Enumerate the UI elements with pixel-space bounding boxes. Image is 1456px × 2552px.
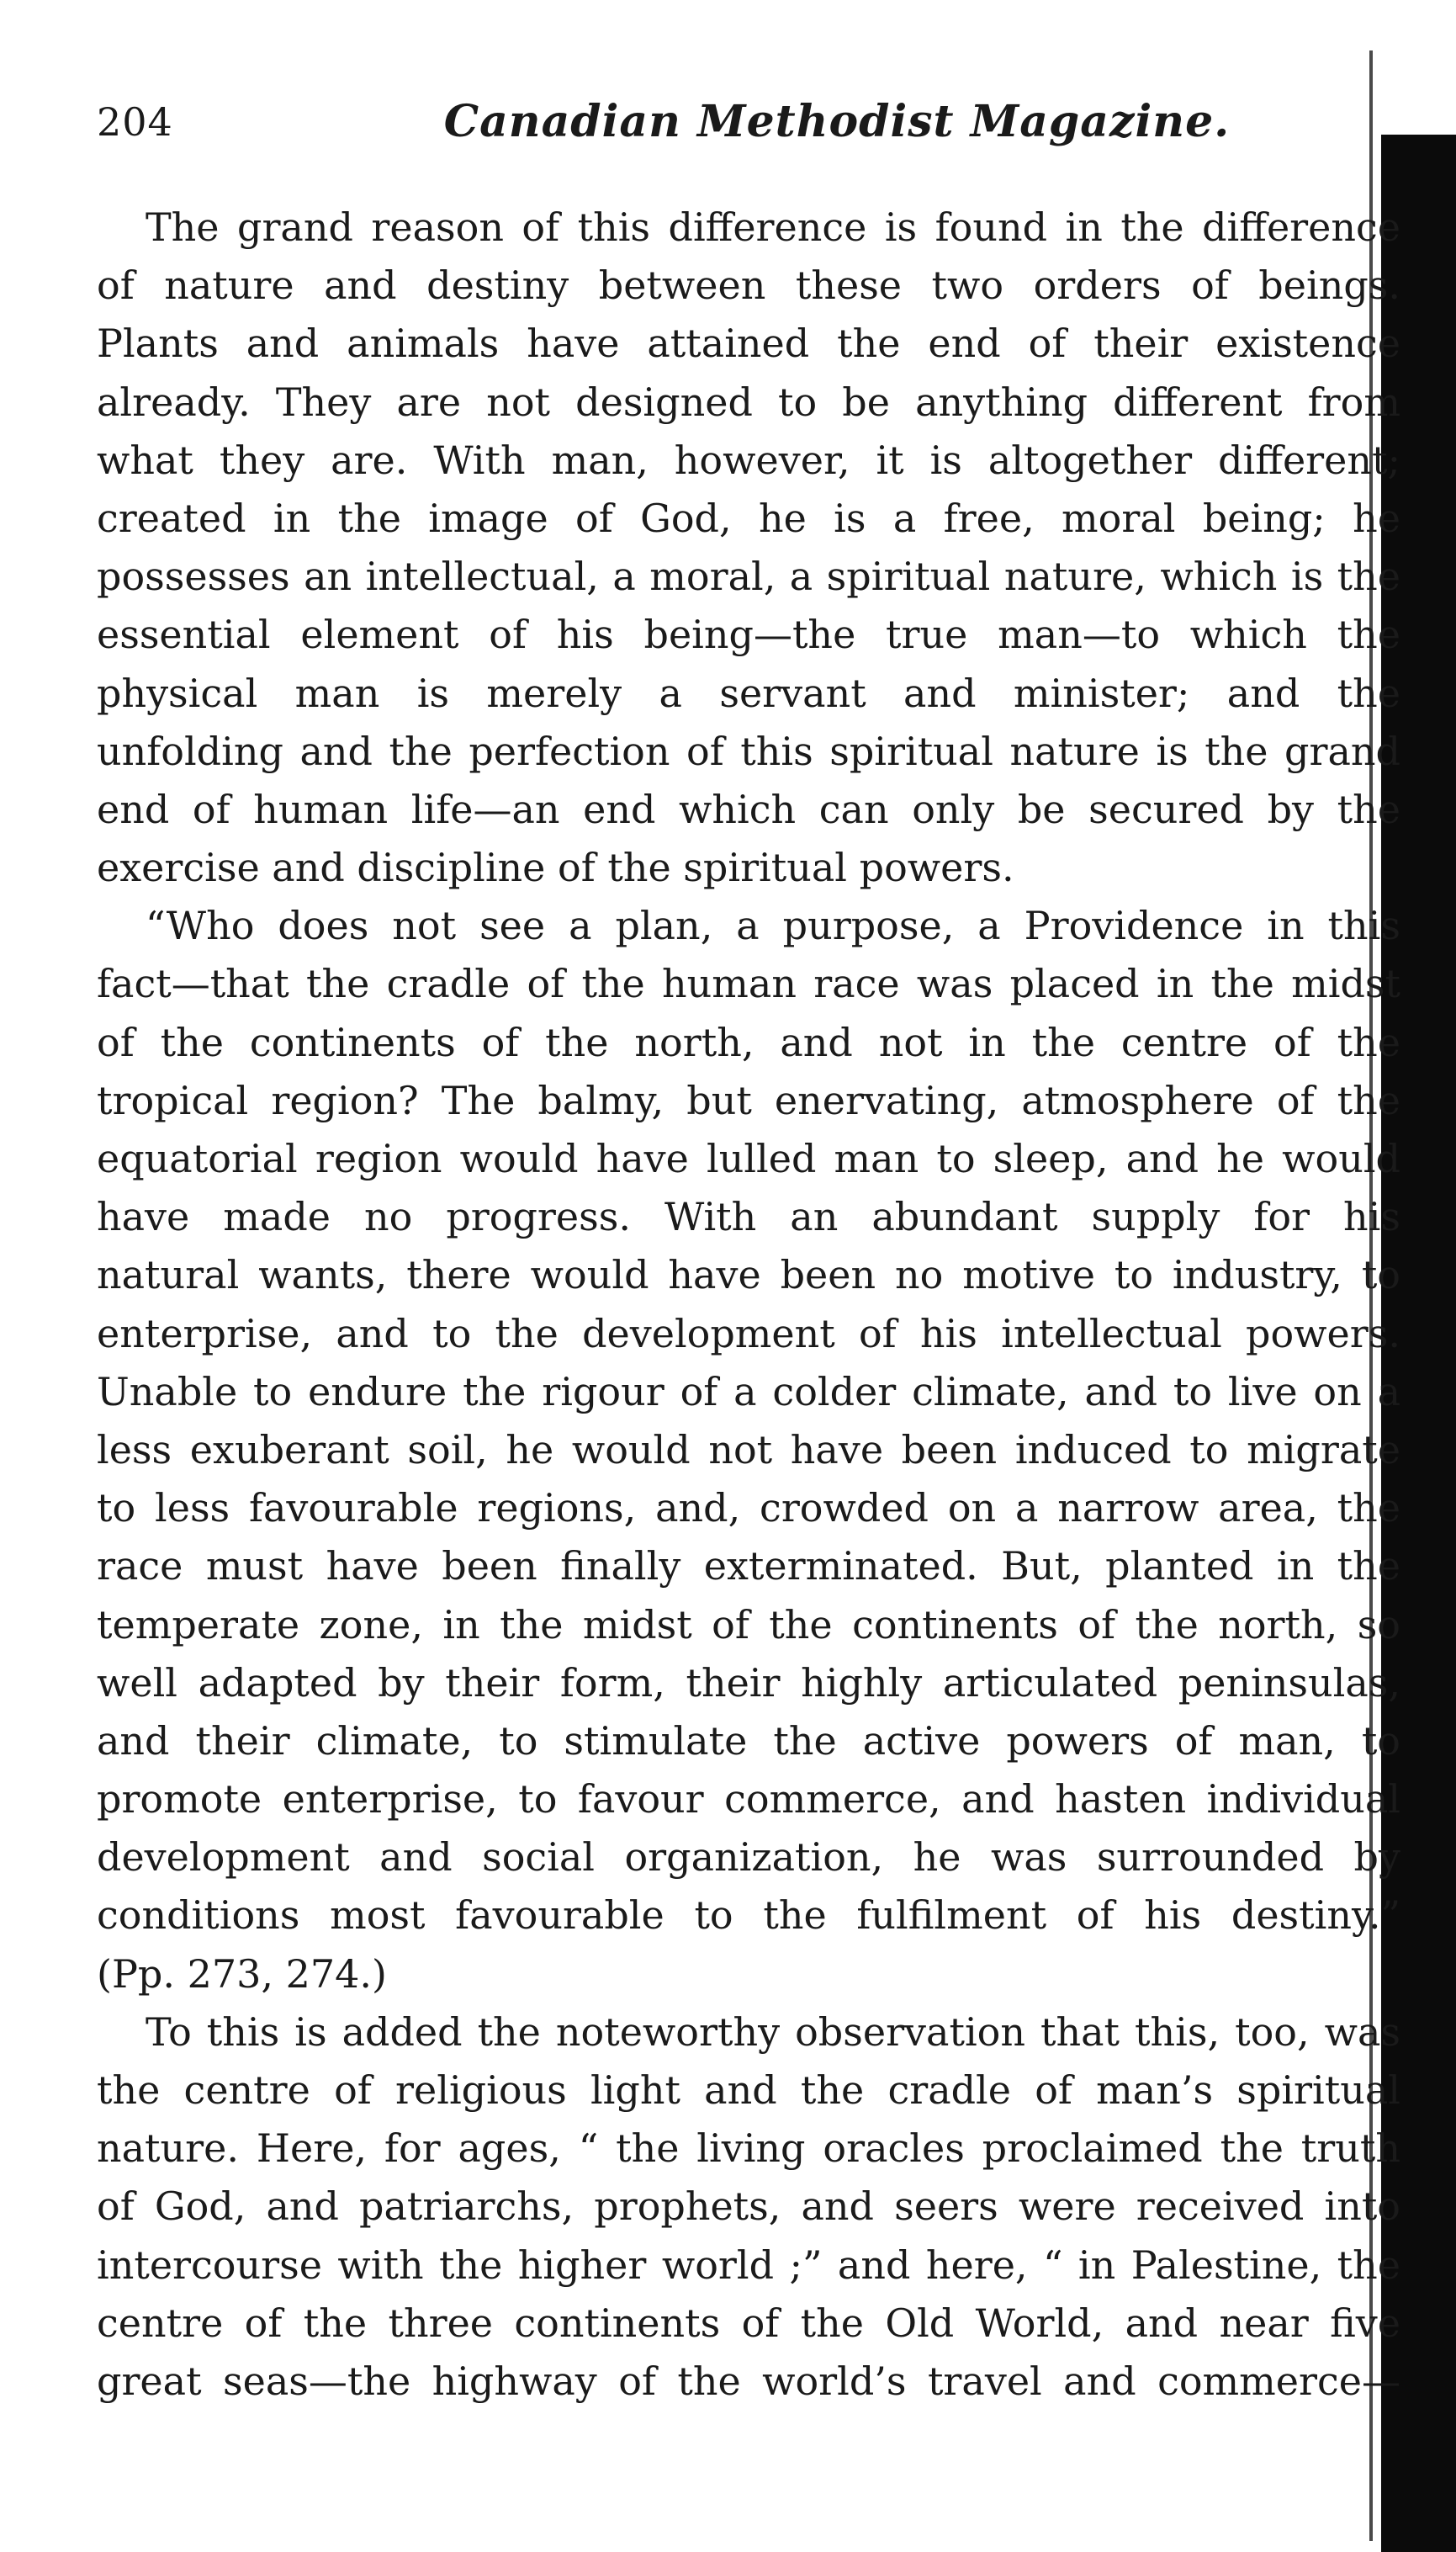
running-title: Canadian Methodist Magazine. (443, 96, 1231, 147)
text-line: to less favourable regions, and, crowded on a narrow area, the (97, 1485, 1400, 1531)
text-line: (Pp. 273, 274.) (97, 1950, 387, 1997)
text-line: essential element of his being—the true man—to which the (97, 612, 1400, 658)
text-line: promote enterprise, to favour commerce, and hasten individual (97, 1776, 1400, 1822)
text-line: of the continents of the north, and not in the centre of the (97, 1019, 1400, 1065)
text-line: tropical region? The balmy, but enervating, atmosphere of the (97, 1077, 1400, 1123)
text-line: unfolding and the perfection of this spiritual nature is the grand (97, 728, 1400, 774)
text-line: race must have been finally exterminated. But, planted in the (97, 1543, 1400, 1589)
text-line: of nature and destiny between these two orders of beings. (97, 263, 1400, 309)
page-number: 204 (97, 99, 173, 145)
text-line: and their climate, to stimulate the active powers of man, to (97, 1717, 1400, 1764)
text-line: nature. Here, for ages, “ the living oracles proclaimed the truth (97, 2125, 1400, 2172)
text-line: development and social organization, he was surrounded by (97, 1834, 1400, 1881)
text-line: enterprise, and to the development of his intellectual powers. (97, 1310, 1400, 1356)
text-line: end of human life—an end which can only be secured by the (97, 786, 1400, 832)
text-line: “Who does not see a plan, a purpose, a Providence in this (146, 903, 1400, 949)
text-line: natural wants, there would have been no motive to industry, to (97, 1252, 1400, 1298)
text-line: already. They are not designed to be anything different from (97, 379, 1400, 425)
text-line: created in the image of God, he is a free, moral being; he (97, 495, 1400, 541)
body-text (97, 199, 1400, 2411)
page-header (97, 91, 1367, 158)
text-line: of God, and patriarchs, prophets, and seers were received into (97, 2183, 1400, 2230)
text-line: the centre of religious light and the cradle of man’s spiritual (97, 2067, 1400, 2113)
text-line: physical man is merely a servant and minister; and the (97, 670, 1400, 716)
text-line: great seas—the highway of the world’s travel and commerce— (97, 2358, 1400, 2404)
text-line: less exuberant soil, he would not have been induced to migrate (97, 1426, 1400, 1472)
text-line: have made no progress. With an abundant supply for his (97, 1194, 1400, 1240)
text-line: intercourse with the higher world ;” and here, “ in Palestine, the (97, 2242, 1400, 2288)
text-line: what they are. With man, however, it is altogether different; (97, 437, 1400, 483)
text-line: exercise and discipline of the spiritual powers. (97, 845, 1014, 891)
text-line: conditions most favourable to the fulfilment of his destiny.” (97, 1892, 1400, 1939)
text-line: centre of the three continents of the Old World, and near five (97, 2300, 1400, 2346)
text-line: fact—that the cradle of the human race was placed in the midst (97, 961, 1400, 1007)
text-line: temperate zone, in the midst of the continents of the north, so (97, 1601, 1400, 1647)
text-line: possesses an intellectual, a moral, a spiritual nature, which is the (97, 554, 1400, 600)
text-line: equatorial region would have lulled man to sleep, and he would (97, 1136, 1400, 1181)
text-line: well adapted by their form, their highly articulated peninsulas, (97, 1659, 1400, 1706)
text-line: Plants and animals have attained the end of their existence (97, 321, 1400, 367)
text-line: To this is added the noteworthy observation that this, too, was (146, 2008, 1400, 2055)
text-line: The grand reason of this difference is found in the difference (146, 204, 1400, 250)
text-line: Unable to endure the rigour of a colder climate, and to live on a (97, 1368, 1400, 1414)
